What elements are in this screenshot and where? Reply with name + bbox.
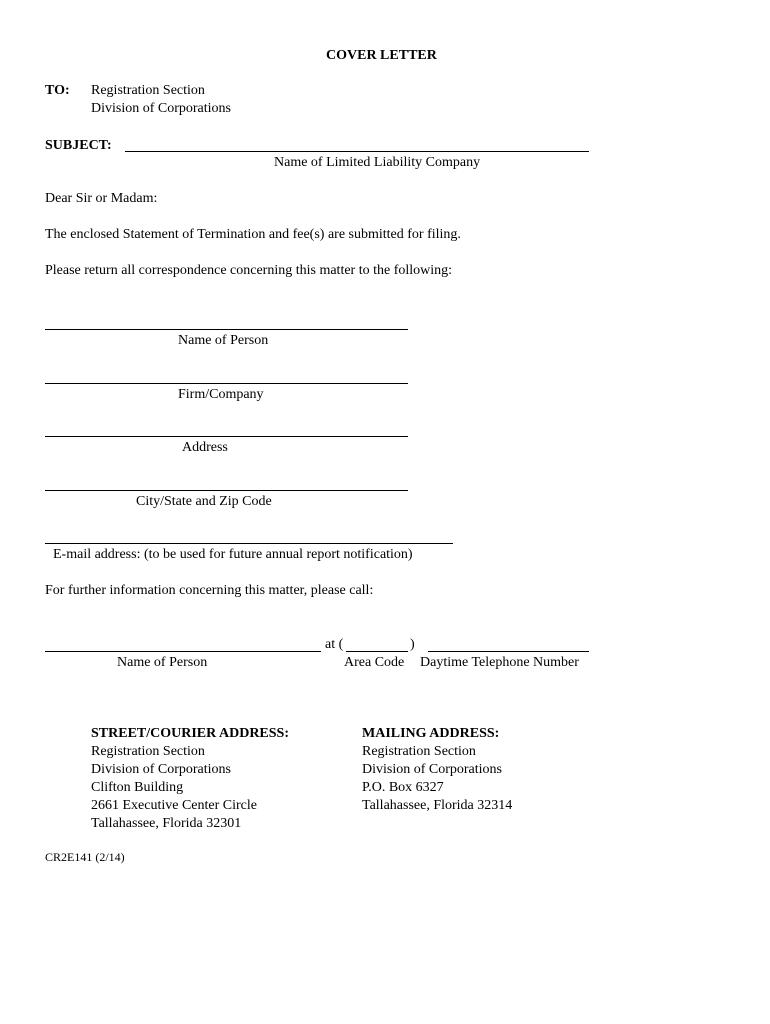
body-paragraph-1: The enclosed Statement of Termination and fee(s) are submitted for filing. (45, 227, 461, 242)
to-line-1: Registration Section (91, 83, 205, 98)
telephone-field-line[interactable] (428, 651, 589, 652)
mailing-address-heading: MAILING ADDRESS: (362, 726, 500, 741)
subject-caption: Name of Limited Liability Company (274, 155, 481, 170)
street-address-line: Clifton Building (91, 780, 184, 795)
name-caption: Name of Person (178, 333, 269, 348)
street-address-line: Tallahassee, Florida 32301 (91, 816, 242, 831)
contact-name-field-line[interactable] (45, 651, 321, 652)
page-title: COVER LETTER (326, 48, 437, 63)
mailing-address-line: P.O. Box 6327 (362, 780, 444, 795)
mailing-address-line: Division of Corporations (362, 762, 502, 777)
name-field-line[interactable] (45, 329, 408, 330)
area-code-open: at ( (325, 637, 344, 652)
street-address-line: Registration Section (91, 744, 205, 759)
body-paragraph-2: Please return all correspondence concerning this matter to the following: (45, 263, 453, 278)
area-code-close: ) (410, 637, 415, 652)
subject-label: SUBJECT: (45, 138, 112, 153)
salutation: Dear Sir or Madam: (45, 191, 158, 206)
mailing-address-line: Tallahassee, Florida 32314 (362, 798, 513, 813)
email-caption: E-mail address: (to be used for future annual report notification) (53, 547, 413, 562)
address-field-line[interactable] (45, 436, 408, 437)
city-caption: City/State and Zip Code (136, 494, 272, 509)
area-code-field-line[interactable] (346, 651, 408, 652)
firm-caption: Firm/Company (178, 387, 264, 402)
form-code: CR2E141 (2/14) (45, 850, 125, 864)
street-address-line: 2661 Executive Center Circle (91, 798, 257, 813)
city-field-line[interactable] (45, 490, 408, 491)
contact-name-caption: Name of Person (117, 655, 208, 670)
mailing-address-line: Registration Section (362, 744, 476, 759)
address-caption: Address (182, 440, 228, 455)
to-label: TO: (45, 83, 70, 98)
call-text: For further information concerning this matter, please call: (45, 583, 374, 598)
email-field-line[interactable] (45, 543, 453, 544)
firm-field-line[interactable] (45, 383, 408, 384)
area-code-caption: Area Code (344, 655, 405, 670)
street-address-heading: STREET/COURIER ADDRESS: (91, 726, 289, 741)
street-address-line: Division of Corporations (91, 762, 231, 777)
to-line-2: Division of Corporations (91, 101, 231, 116)
telephone-caption: Daytime Telephone Number (420, 655, 579, 670)
subject-field-line[interactable] (125, 151, 589, 152)
